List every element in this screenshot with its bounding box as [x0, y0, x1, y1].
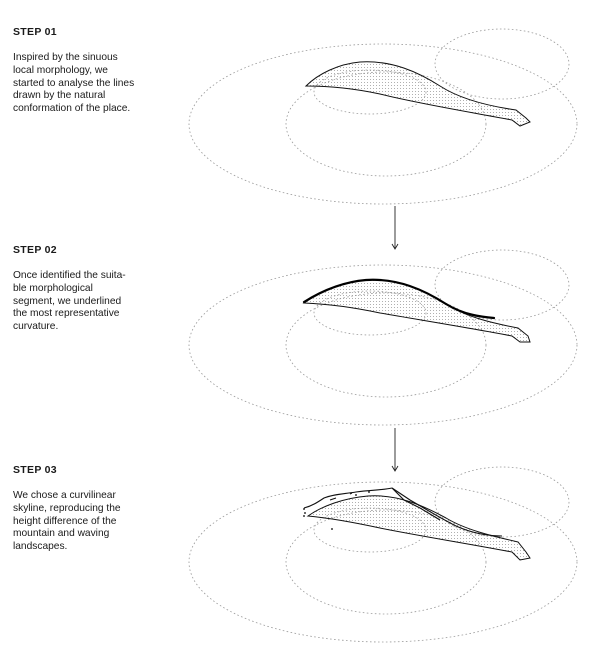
step-03-line-2: skyline, reproducing the [13, 502, 121, 514]
step-03-line-5: landscapes. [13, 541, 68, 553]
step-03-title: STEP 03 [13, 464, 57, 476]
step-02-line-4: the most representative [13, 308, 120, 320]
step-02-line-2: ble morphological [13, 282, 93, 294]
step-01-terrain-shape [306, 62, 530, 126]
step-01-to-02-arrow [392, 206, 398, 249]
step-02-to-03-arrow [392, 428, 398, 471]
step-02-line-3: segment, we underlined [13, 295, 122, 307]
step-01-upper-contour [435, 29, 569, 99]
step-03-diagram [189, 467, 577, 642]
step-03-line-1: We chose a curvilinear [13, 490, 116, 501]
step-03-line-3: height difference of the [13, 515, 117, 527]
step-02-diagram [189, 250, 577, 425]
step-01-line-4: drawn by the natural [13, 90, 106, 102]
step-01-title: STEP 01 [13, 26, 57, 38]
step-01-line-3: started to analyse the lines [13, 77, 135, 89]
step-02-line-1: Once identified the suita- [13, 270, 126, 281]
step-01-line-5: conformation of the place. [13, 103, 131, 115]
step-01-diagram [189, 29, 577, 204]
step-01-line-2: local morphology, we [13, 64, 108, 76]
step-02-line-5: curvature. [13, 321, 59, 333]
step-03-line-4: mountain and waving [13, 528, 110, 540]
step-02-title: STEP 02 [13, 244, 57, 256]
step-01-line-1: Inspired by the sinuous [13, 52, 118, 63]
